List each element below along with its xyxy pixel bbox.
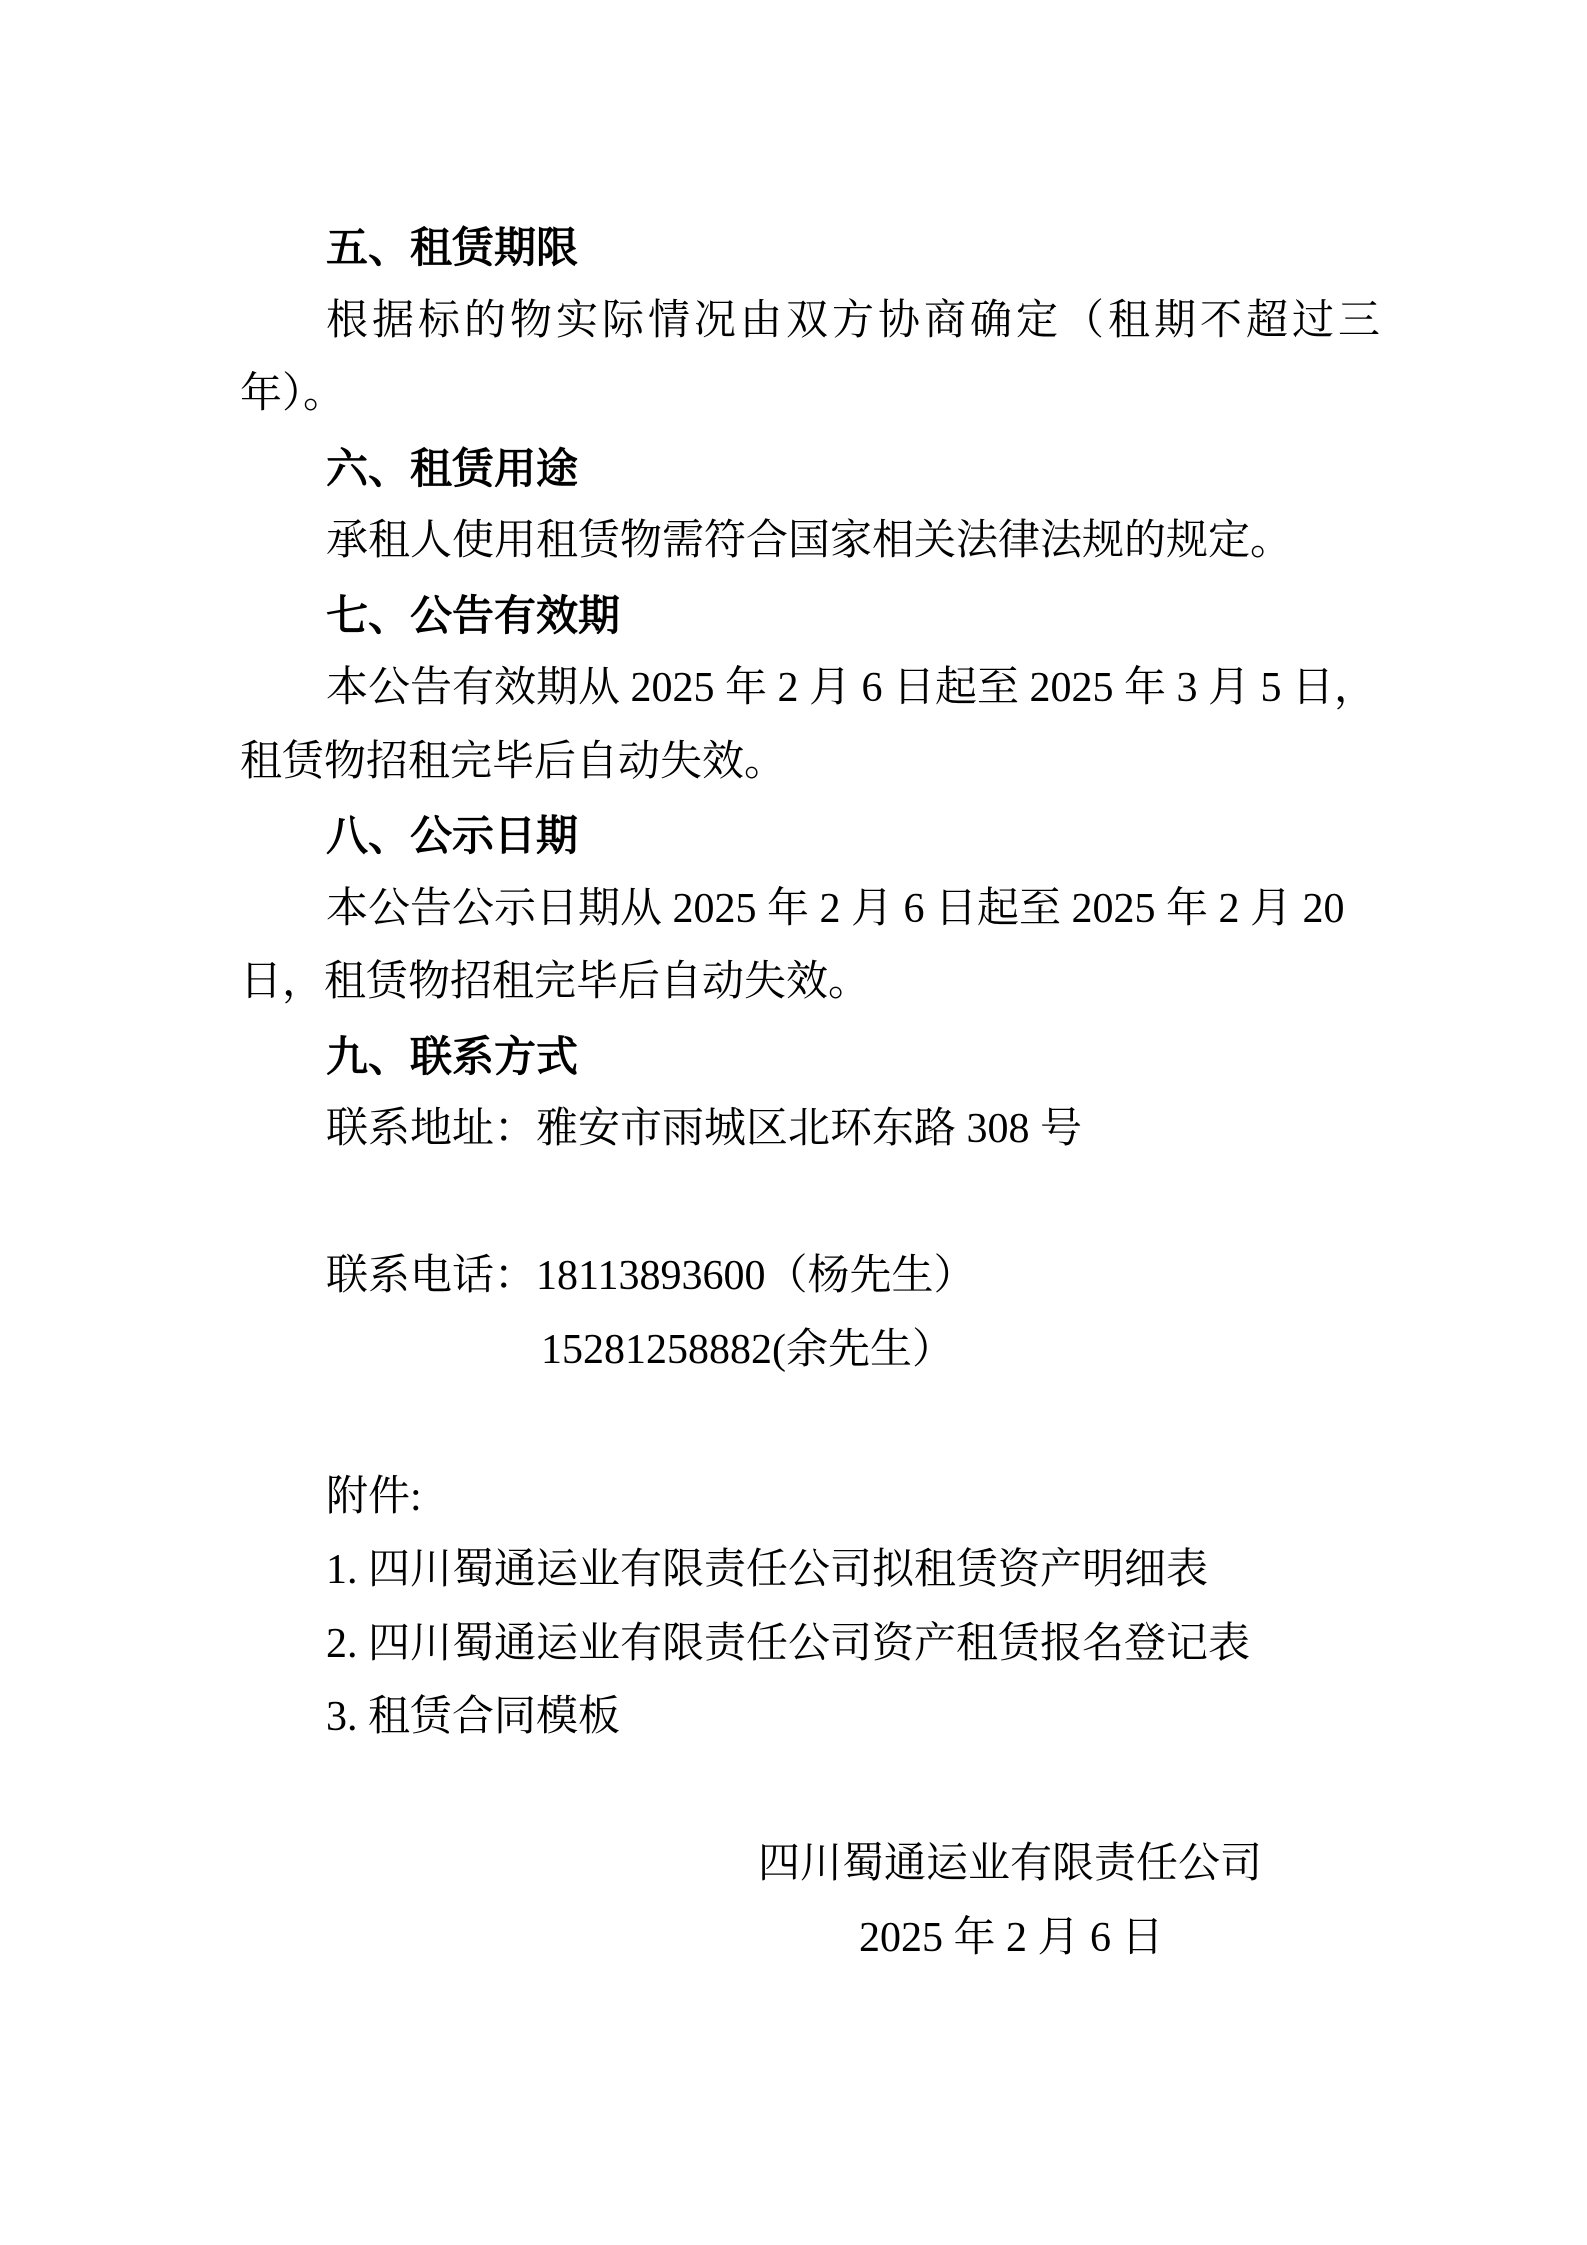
attachment-item-1: 1. 四川蜀通运业有限责任公司拟租赁资产明细表 <box>326 1547 1209 1593</box>
body-line-lease-term-2: 年）。 <box>240 371 346 417</box>
blank-line <box>240 1387 1360 1461</box>
attachment-item-3: 3. 租赁合同模板 <box>326 1694 621 1740</box>
heading-lease-purpose: 六、租赁用途 <box>326 444 579 492</box>
contact-phone-line-2: 15281258882(余先生） <box>541 1326 954 1373</box>
body-line-announcement-validity-2: 租赁物招租完毕后自动失效。 <box>240 738 787 785</box>
document-content <box>240 211 1385 1975</box>
heading-announcement-validity: 七、公告有效期 <box>326 591 621 639</box>
body-line-lease-purpose-1: 承租人使用租赁物需符合国家相关法律法规的规定。 <box>326 518 1293 564</box>
attachments-label: 附件: <box>326 1473 422 1520</box>
contact-address-line: 联系地址：雅安市雨城区北环东路 308 号 <box>326 1106 1083 1152</box>
signature-date: 2025 年 2 月 6 日 <box>859 1914 1164 1961</box>
heading-contact-info: 九、联系方式 <box>326 1032 579 1080</box>
signature-company: 四川蜀通运业有限责任公司 <box>758 1841 1263 1887</box>
blank-line <box>240 1755 1360 1829</box>
heading-lease-term: 五、租赁期限 <box>326 224 579 271</box>
attachment-item-2: 2. 四川蜀通运业有限责任公司资产租赁报名登记表 <box>326 1620 1251 1667</box>
body-line-publicity-period-1: 本公告公示日期从 2025 年 2 月 6 日起至 2025 年 2 月 20 <box>326 885 1345 932</box>
body-line-lease-term-1: 根据标的物实际情况由双方协商确定（租期不超过三 <box>326 297 1385 344</box>
body-line-publicity-period-2: 日，租赁物招租完毕后自动失效。 <box>240 959 871 1005</box>
blank-line <box>240 1167 1360 1241</box>
heading-publicity-period: 八、公示日期 <box>326 812 579 859</box>
contact-phone-line-1: 联系电话：18113893600（杨先生） <box>326 1253 976 1299</box>
body-line-announcement-validity-1: 本公告有效期从 2025 年 2 月 6 日起至 2025 年 3 月 5 日， <box>326 665 1377 711</box>
